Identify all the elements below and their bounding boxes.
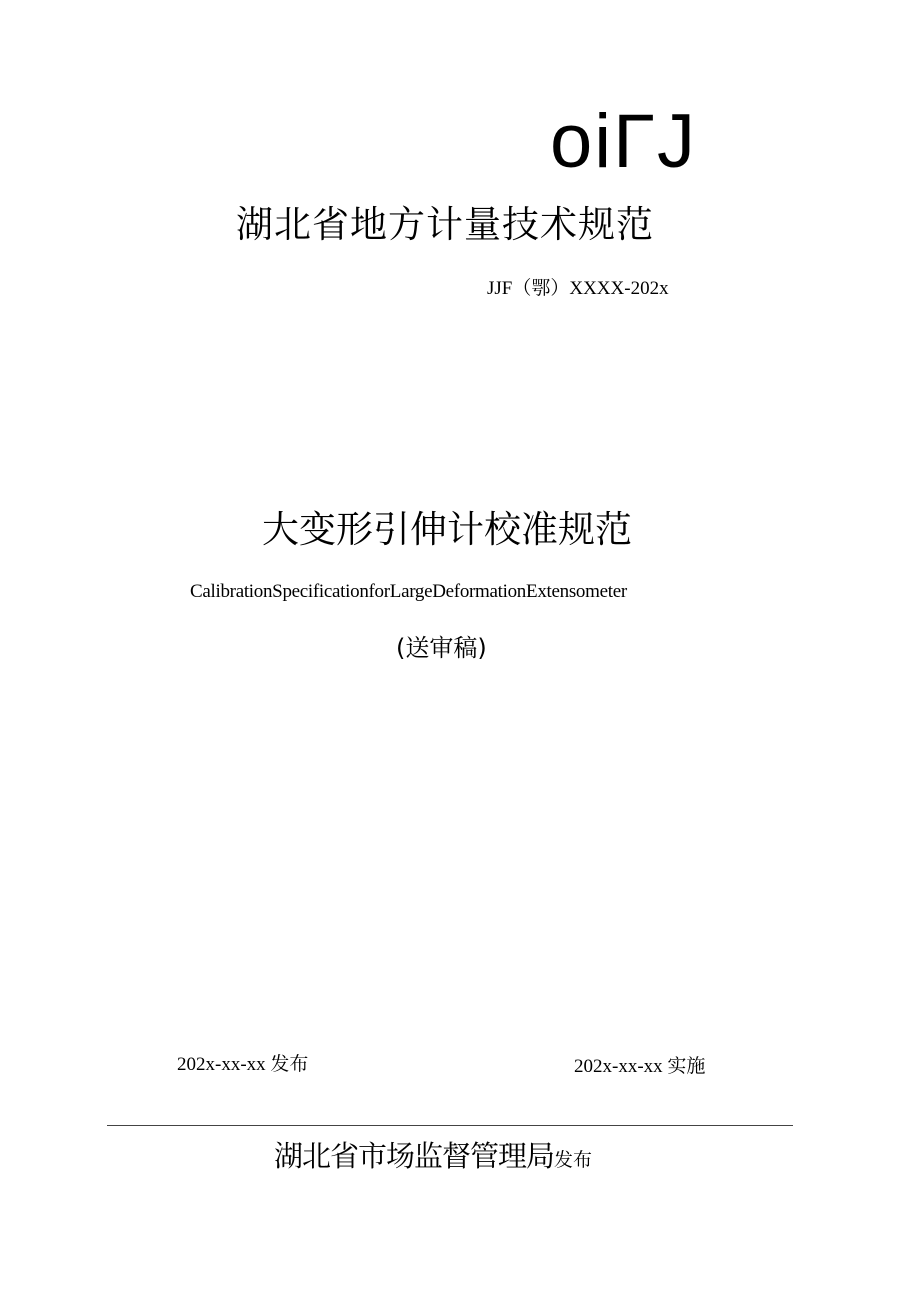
standard-logo: oiΓJ bbox=[550, 99, 698, 184]
issuer-line bbox=[274, 1139, 593, 1173]
issuer-suffix: 发布 bbox=[554, 1150, 593, 1171]
document-code: JJF（鄂）XXXX-202x bbox=[487, 278, 669, 299]
document-title-zh: 大变形引伸计校准规范 bbox=[262, 508, 632, 551]
issuer-name: 湖北省市场监督管理局 bbox=[274, 1139, 555, 1173]
draft-status: (送审稿) bbox=[396, 634, 487, 662]
category-title: 湖北省地方计量技术规范 bbox=[236, 203, 654, 246]
document-title-en: CalibrationSpecificationforLargeDeformationExtensometer bbox=[190, 581, 627, 602]
release-date: 202x-xx-xx 发布 bbox=[177, 1054, 309, 1075]
implementation-date: 202x-xx-xx 实施 bbox=[574, 1056, 706, 1077]
footer-divider bbox=[107, 1125, 793, 1126]
